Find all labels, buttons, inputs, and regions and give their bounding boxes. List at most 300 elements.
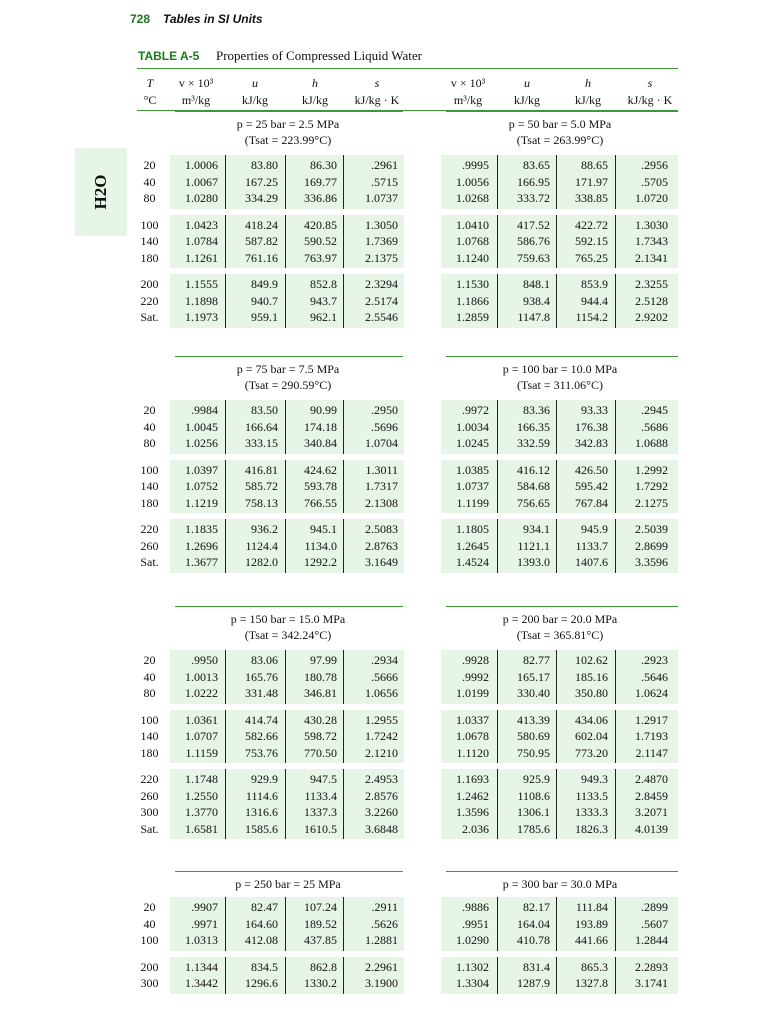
cell-s-right: 1.7193 — [635, 729, 668, 743]
tsat-left: (Tsat = 223.99°C) — [244, 133, 332, 147]
cell-v-left: 1.6581 — [185, 821, 218, 836]
cell-s-left: .5696 — [371, 419, 398, 434]
cell-v-right: 1.0268 — [456, 191, 489, 205]
column-divider — [556, 897, 557, 951]
column-divider — [556, 519, 557, 573]
cell-h-left: 1337.3 — [304, 805, 337, 819]
cell-u-left: 834.5 — [251, 959, 278, 974]
cell-u-left: 334.29 — [245, 191, 278, 205]
cell-u-left: 331.48 — [245, 686, 278, 700]
pressure-title-right: p = 200 bar = 20.0 MPa — [502, 612, 618, 626]
cell-v-right: 1.3304 — [456, 976, 489, 990]
cell-h-left: 1330.2 — [304, 976, 337, 990]
cell-h-left: 598.72 — [304, 729, 337, 743]
cell-s-right: 2.1341 — [635, 250, 668, 265]
column-divider — [556, 460, 557, 514]
column-divider — [615, 460, 616, 514]
cell-h-left: 945.1 — [310, 522, 337, 536]
cell-v-right: 1.1530 — [456, 277, 489, 291]
cell-h-left: 424.62 — [304, 462, 337, 477]
column-divider — [497, 215, 498, 269]
column-divider — [343, 215, 344, 269]
cell-s-right: 3.3596 — [635, 555, 668, 569]
cell-u-right: 750.95 — [517, 745, 550, 760]
cell-temperature: 40 — [143, 419, 156, 434]
cell-s-right: 2.1147 — [635, 745, 668, 760]
cell-s-right: 2.8459 — [635, 788, 668, 803]
cell-u-right: 166.35 — [517, 419, 550, 434]
column-divider — [343, 769, 344, 839]
column-divider — [343, 957, 344, 994]
cell-u-left: 940.7 — [251, 293, 278, 308]
tsat-left: (Tsat = 290.59°C) — [244, 378, 332, 392]
cell-v-left: 1.0256 — [185, 436, 218, 450]
cell-h-right: 1154.2 — [575, 310, 608, 324]
cell-s-left: 1.2881 — [365, 933, 398, 947]
cell-h-right: 342.83 — [575, 436, 608, 450]
header-v-right: v × 10³ — [450, 76, 486, 90]
cell-temperature: 180 — [140, 250, 159, 265]
cell-s-right: .2956 — [641, 158, 668, 172]
cell-u-left: 83.06 — [251, 653, 278, 667]
column-divider — [225, 710, 226, 764]
column-divider — [556, 710, 557, 764]
cell-temperature: 200 — [140, 277, 159, 291]
column-divider — [615, 155, 616, 209]
cell-s-left: 1.7369 — [365, 234, 398, 248]
column-divider — [225, 155, 226, 209]
cell-v-right: .9928 — [462, 653, 489, 667]
cell-u-right: 330.40 — [517, 686, 550, 700]
column-divider — [497, 769, 498, 839]
cell-v-right: 1.2859 — [456, 310, 489, 324]
cell-temperature: 20 — [143, 653, 156, 667]
cell-temperature: 40 — [143, 174, 156, 189]
cell-u-right: 82.17 — [523, 900, 550, 914]
cell-temperature: 40 — [143, 669, 156, 684]
cell-v-left: 1.0397 — [185, 462, 218, 477]
cell-u-left: 333.15 — [245, 436, 278, 450]
cell-u-right: 1108.6 — [517, 788, 550, 803]
tsat-left: (Tsat = 342.24°C) — [244, 628, 332, 642]
cell-v-left: 1.0222 — [185, 686, 218, 700]
cell-v-right: 1.0199 — [456, 686, 489, 700]
page-number: 728 — [130, 12, 151, 26]
cell-h-right: 193.89 — [575, 916, 608, 931]
cell-h-right: 1327.8 — [575, 976, 608, 990]
cell-temperature: 180 — [140, 745, 159, 760]
cell-s-left: 1.0656 — [365, 686, 398, 700]
pressure-title-right: p = 50 bar = 5.0 MPa — [508, 117, 612, 131]
cell-s-right: 1.2917 — [635, 712, 668, 727]
cell-s-right: .2923 — [641, 653, 668, 667]
cell-v-right: 1.0410 — [456, 217, 489, 232]
cell-temperature: 200 — [140, 959, 159, 974]
cell-temperature: 100 — [140, 933, 159, 947]
cell-s-left: 1.0737 — [365, 191, 398, 205]
column-divider — [556, 274, 557, 328]
header-h-unit-right: kJ/kg — [574, 93, 602, 107]
running-title: Tables in SI Units — [163, 12, 263, 26]
cell-u-left: 412.08 — [245, 933, 278, 947]
cell-u-left: 585.72 — [245, 479, 278, 493]
cell-v-right: 1.1866 — [456, 293, 489, 308]
cell-h-right: 88.65 — [581, 158, 608, 172]
column-divider — [225, 274, 226, 328]
side-tab-label: H2O — [91, 174, 110, 210]
header-v-left: v × 10³ — [178, 76, 214, 90]
column-divider — [285, 460, 286, 514]
cell-u-right: 82.77 — [523, 653, 550, 667]
cell-h-left: 1134.0 — [304, 538, 337, 553]
cell-v-left: .9950 — [191, 653, 218, 667]
cell-s-right: 1.2992 — [635, 462, 668, 477]
cell-h-left: 766.55 — [304, 495, 337, 510]
cell-s-left: 3.2260 — [365, 805, 398, 819]
cell-h-right: 111.84 — [575, 900, 608, 914]
cell-u-right: 333.72 — [517, 191, 550, 205]
cell-u-right: 165.17 — [517, 669, 550, 684]
block-rule-right — [446, 356, 678, 357]
cell-v-right: 1.2645 — [456, 538, 489, 553]
cell-u-left: 83.80 — [251, 158, 278, 172]
column-divider — [343, 460, 344, 514]
pressure-title-right: p = 100 bar = 10.0 MPa — [502, 362, 618, 376]
cell-temperature: 80 — [143, 686, 156, 700]
header-s-right: s — [647, 76, 653, 90]
cell-s-right: 1.0720 — [635, 191, 668, 205]
cell-s-right: 2.5039 — [635, 522, 668, 536]
column-divider — [497, 400, 498, 454]
cell-u-left: 1296.6 — [245, 976, 278, 990]
column-divider — [343, 519, 344, 573]
column-divider — [497, 650, 498, 704]
cell-s-right: .5607 — [641, 916, 668, 931]
column-divider — [343, 710, 344, 764]
cell-u-right: 925.9 — [523, 772, 550, 786]
cell-h-left: 97.99 — [310, 653, 337, 667]
cell-s-right: .5705 — [641, 174, 668, 189]
cell-u-right: 1147.8 — [517, 310, 550, 324]
cell-u-right: 848.1 — [523, 277, 550, 291]
cell-s-left: 1.2955 — [365, 712, 398, 727]
column-divider — [497, 897, 498, 951]
column-divider — [615, 215, 616, 269]
header-s-unit-left: kJ/kg · K — [354, 93, 400, 107]
cell-v-left: 1.0045 — [185, 419, 218, 434]
cell-h-left: 420.85 — [304, 217, 337, 232]
cell-u-left: 165.76 — [245, 669, 278, 684]
cell-temperature: 220 — [140, 293, 159, 308]
column-divider — [225, 519, 226, 573]
column-divider — [556, 400, 557, 454]
column-divider — [343, 650, 344, 704]
column-divider — [285, 274, 286, 328]
column-divider — [556, 215, 557, 269]
cell-h-left: 336.86 — [304, 191, 337, 205]
column-divider — [556, 155, 557, 209]
cell-s-right: 2.3255 — [635, 277, 668, 291]
cell-v-left: 1.0313 — [185, 933, 218, 947]
cell-u-left: 761.16 — [245, 250, 278, 265]
cell-v-right: .9992 — [462, 669, 489, 684]
cell-h-left: 852.8 — [310, 277, 337, 291]
block-rule-right — [446, 871, 678, 872]
cell-h-left: 169.77 — [304, 174, 337, 189]
cell-h-right: 765.25 — [575, 250, 608, 265]
cell-h-right: 1133.7 — [575, 538, 608, 553]
cell-u-left: 849.9 — [251, 277, 278, 291]
header-u-unit-right: kJ/kg — [513, 93, 541, 107]
block-rule-right — [446, 111, 678, 112]
cell-h-right: 102.62 — [575, 653, 608, 667]
cell-v-right: 1.0768 — [456, 234, 489, 248]
cell-v-right: 1.0678 — [456, 729, 489, 743]
header-u-unit-left: kJ/kg — [241, 93, 269, 107]
cell-s-right: 2.5128 — [635, 293, 668, 308]
cell-s-left: 3.6848 — [365, 821, 398, 836]
cell-s-left: 3.1649 — [365, 555, 398, 569]
column-divider — [285, 155, 286, 209]
cell-v-left: 1.1835 — [185, 522, 218, 536]
cell-temperature: 140 — [140, 479, 159, 493]
cell-h-left: 189.52 — [304, 916, 337, 931]
cell-u-right: 831.4 — [523, 959, 550, 974]
pressure-title-left: p = 25 bar = 2.5 MPa — [236, 117, 340, 131]
tsat-right: (Tsat = 311.06°C) — [517, 378, 603, 392]
cell-u-right: 413.39 — [517, 712, 550, 727]
cell-h-right: 595.42 — [575, 479, 608, 493]
block-rule-left — [175, 871, 403, 872]
cell-s-left: 1.3011 — [365, 462, 398, 477]
cell-s-left: .2911 — [371, 900, 398, 914]
column-divider — [615, 957, 616, 994]
cell-temperature: Sat. — [140, 555, 159, 569]
cell-u-right: 759.63 — [517, 250, 550, 265]
cell-v-right: 1.1302 — [456, 959, 489, 974]
cell-u-right: 83.65 — [523, 158, 550, 172]
cell-h-right: 93.33 — [581, 403, 608, 417]
cell-temperature: 20 — [143, 403, 156, 417]
cell-u-left: 166.64 — [245, 419, 278, 434]
column-divider — [225, 650, 226, 704]
cell-s-left: 2.5546 — [365, 310, 398, 324]
cell-v-left: 1.0423 — [185, 217, 218, 232]
cell-h-left: 770.50 — [304, 745, 337, 760]
column-divider — [497, 274, 498, 328]
cell-v-right: 1.0290 — [456, 933, 489, 947]
cell-h-left: 346.81 — [304, 686, 337, 700]
cell-v-left: 1.0707 — [185, 729, 218, 743]
cell-v-left: 1.0067 — [185, 174, 218, 189]
header-s-unit-right: kJ/kg · K — [627, 93, 673, 107]
cell-v-left: 1.1555 — [185, 277, 218, 291]
cell-temperature: 260 — [140, 788, 159, 803]
cell-v-right: .9972 — [462, 403, 489, 417]
cell-s-left: 1.7317 — [365, 479, 398, 493]
cell-h-right: 422.72 — [575, 217, 608, 232]
cell-v-right: 1.1240 — [456, 250, 489, 265]
cell-u-left: 167.25 — [245, 174, 278, 189]
cell-v-left: 1.2550 — [185, 788, 218, 803]
column-divider — [343, 897, 344, 951]
cell-temperature: 100 — [140, 712, 159, 727]
cell-s-left: .5715 — [371, 174, 398, 189]
cell-s-right: 2.9202 — [635, 310, 668, 324]
column-divider — [497, 710, 498, 764]
column-divider — [285, 650, 286, 704]
table-title: Properties of Compressed Liquid Water — [216, 48, 422, 63]
column-divider — [556, 769, 557, 839]
cell-u-right: 164.04 — [517, 916, 550, 931]
cell-u-left: 1124.4 — [245, 538, 278, 553]
cell-v-left: 1.3770 — [185, 805, 218, 819]
cell-u-left: 936.2 — [251, 522, 278, 536]
cell-h-right: 944.4 — [581, 293, 608, 308]
cell-v-right: 1.0245 — [456, 436, 489, 450]
cell-s-left: 2.5083 — [365, 522, 398, 536]
cell-h-left: 763.97 — [304, 250, 337, 265]
cell-temperature: 300 — [140, 976, 159, 990]
cell-h-right: 1826.3 — [575, 821, 608, 836]
column-divider — [285, 897, 286, 951]
cell-s-right: .5686 — [641, 419, 668, 434]
cell-h-right: 949.3 — [581, 772, 608, 786]
cell-u-right: 417.52 — [517, 217, 550, 232]
cell-s-right: .2899 — [641, 900, 668, 914]
cell-s-left: 1.7242 — [365, 729, 398, 743]
cell-h-left: 1133.4 — [304, 788, 337, 803]
cell-h-left: 962.1 — [310, 310, 337, 324]
cell-v-left: .9907 — [191, 900, 218, 914]
column-divider — [497, 957, 498, 994]
cell-u-right: 1306.1 — [517, 805, 550, 819]
cell-s-left: 2.8576 — [365, 788, 398, 803]
column-divider — [343, 155, 344, 209]
cell-h-left: 430.28 — [304, 712, 337, 727]
cell-h-right: 773.20 — [575, 745, 608, 760]
cell-v-left: 1.0006 — [185, 158, 218, 172]
cell-s-left: 2.5174 — [365, 293, 398, 308]
cell-v-right: 1.1120 — [456, 745, 489, 760]
table-label: TABLE A-5 — [138, 49, 200, 63]
cell-u-left: 959.1 — [251, 310, 278, 324]
column-divider — [615, 274, 616, 328]
cell-h-left: 107.24 — [304, 900, 337, 914]
cell-s-left: 2.3294 — [365, 277, 398, 291]
cell-v-left: 1.1219 — [185, 495, 218, 510]
column-divider — [285, 519, 286, 573]
cell-temperature: 300 — [140, 805, 159, 819]
column-divider — [225, 460, 226, 514]
cell-v-right: 1.0056 — [456, 174, 489, 189]
cell-s-right: 3.2071 — [635, 805, 668, 819]
tsat-right: (Tsat = 365.81°C) — [516, 628, 604, 642]
header-v-unit-right: m³/kg — [453, 93, 483, 107]
cell-h-right: 176.38 — [575, 419, 608, 434]
column-divider — [285, 710, 286, 764]
cell-v-right: .9886 — [462, 900, 489, 914]
header-v-unit-left: m³/kg — [181, 93, 211, 107]
cell-v-left: 1.3677 — [185, 555, 218, 569]
cell-u-left: 1114.6 — [245, 788, 278, 803]
cell-s-left: 2.8763 — [365, 538, 398, 553]
cell-u-left: 929.9 — [251, 772, 278, 786]
cell-s-right: 1.0688 — [635, 436, 668, 450]
cell-v-right: 1.0034 — [456, 419, 489, 434]
cell-u-left: 82.47 — [251, 900, 278, 914]
cell-u-right: 1393.0 — [517, 555, 550, 569]
column-divider — [615, 897, 616, 951]
cell-v-left: 1.0013 — [185, 669, 218, 684]
cell-h-right: 592.15 — [575, 234, 608, 248]
cell-s-right: 4.0139 — [635, 821, 668, 836]
header-T: T — [146, 76, 154, 90]
cell-s-left: 1.0704 — [365, 436, 398, 450]
cell-v-left: 1.1898 — [185, 293, 218, 308]
block-rule-right — [446, 606, 678, 607]
cell-u-left: 414.74 — [245, 712, 278, 727]
column-divider — [225, 897, 226, 951]
cell-temperature: 20 — [143, 158, 156, 172]
cell-v-left: 1.1973 — [185, 310, 218, 324]
cell-h-left: 1292.2 — [304, 555, 337, 569]
column-divider — [497, 155, 498, 209]
cell-h-right: 426.50 — [575, 462, 608, 477]
cell-u-right: 410.78 — [517, 933, 550, 947]
header-T-unit: °C — [143, 93, 157, 107]
cell-v-right: 1.0737 — [456, 479, 489, 493]
cell-v-right: .9995 — [462, 158, 489, 172]
cell-v-left: .9984 — [191, 403, 218, 417]
tsat-right: (Tsat = 263.99°C) — [516, 133, 604, 147]
cell-s-left: 2.1308 — [365, 495, 398, 510]
cell-u-right: 586.76 — [517, 234, 550, 248]
cell-s-right: 1.2844 — [635, 933, 668, 947]
cell-temperature: Sat. — [140, 310, 159, 324]
cell-temperature: 100 — [140, 217, 159, 232]
cell-v-left: 1.1748 — [185, 772, 218, 786]
cell-temperature: 80 — [143, 191, 156, 205]
column-divider — [225, 215, 226, 269]
cell-u-left: 164.60 — [245, 916, 278, 931]
column-divider — [285, 400, 286, 454]
cell-u-right: 580.69 — [517, 729, 550, 743]
cell-s-left: 2.2961 — [365, 959, 398, 974]
cell-s-right: 2.1275 — [635, 495, 668, 510]
cell-s-left: .2950 — [371, 403, 398, 417]
cell-s-left: 2.1375 — [365, 250, 398, 265]
cell-s-left: 3.1900 — [365, 976, 398, 990]
cell-h-left: 590.52 — [304, 234, 337, 248]
cell-h-left: 593.78 — [304, 479, 337, 493]
cell-h-right: 865.3 — [581, 959, 608, 974]
cell-h-right: 945.9 — [581, 522, 608, 536]
column-divider — [285, 215, 286, 269]
cell-u-right: 584.68 — [517, 479, 550, 493]
cell-h-left: 90.99 — [310, 403, 337, 417]
cell-h-right: 853.9 — [581, 277, 608, 291]
cell-v-right: 1.0385 — [456, 462, 489, 477]
cell-h-left: 340.84 — [304, 436, 337, 450]
cell-v-left: 1.0280 — [185, 191, 218, 205]
cell-u-right: 416.12 — [517, 462, 550, 477]
column-divider — [497, 460, 498, 514]
column-divider — [343, 274, 344, 328]
cell-v-left: 1.1261 — [185, 250, 218, 265]
cell-v-left: 1.1344 — [185, 959, 218, 974]
block-rule-left — [175, 111, 403, 112]
